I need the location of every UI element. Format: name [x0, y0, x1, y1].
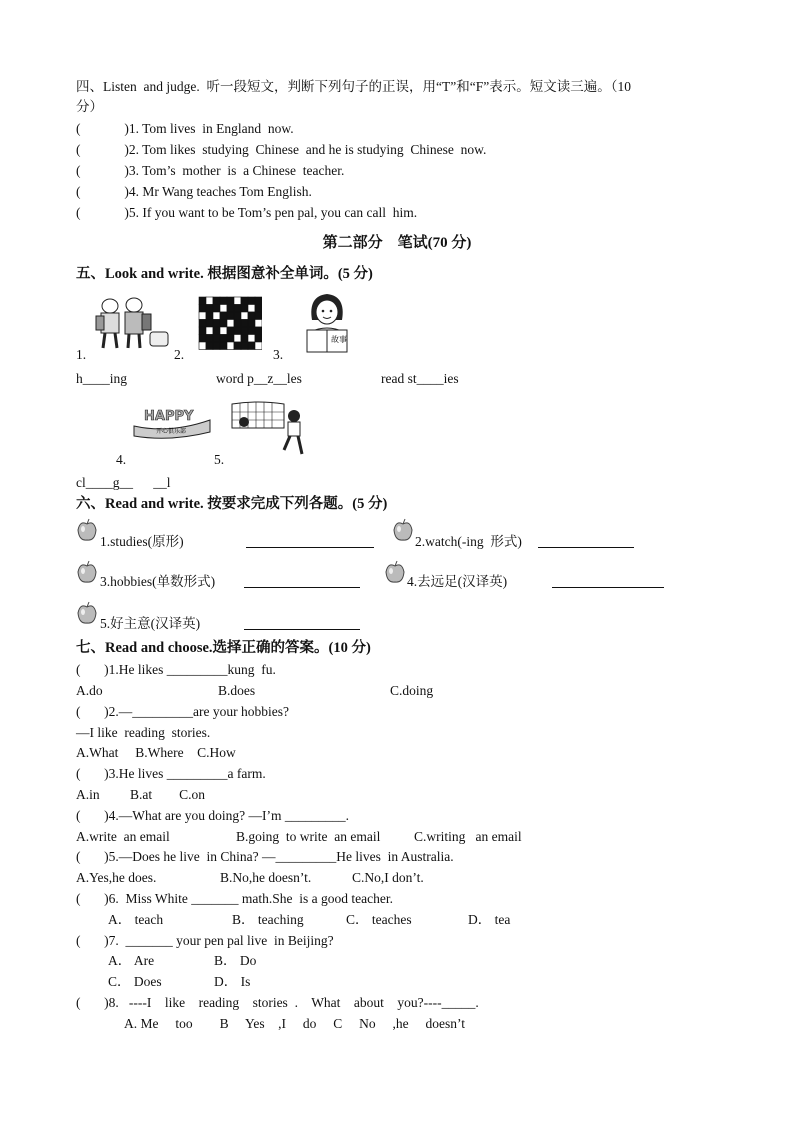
sec6-q5-blank[interactable] — [244, 615, 360, 630]
apple-icon — [384, 560, 406, 584]
sec7-q1-option-c: C.doing — [390, 683, 434, 698]
sec7-q1: ( )1.He likes _________kung fu. — [76, 662, 276, 677]
sec7-q4-option-a: A.write an email — [76, 829, 170, 844]
sec4-item-1: ( )1. Tom lives in England now. — [76, 121, 294, 136]
sec7-q5: ( )5.—Does he live in China? —_________He lives in Australia. — [76, 849, 454, 864]
book-label: 故事 — [331, 335, 347, 344]
sec6-q3-blank[interactable] — [244, 573, 360, 588]
sec7-q6-option-b: B． teaching — [232, 912, 304, 927]
sec6-q5: 5.好主意(汉译英) — [100, 616, 201, 631]
sec4-title-line2: 分） — [76, 99, 103, 114]
sec7-q2-reply: —I like reading stories. — [76, 725, 211, 740]
sec6-q2: 2.watch(-ing 形式) — [415, 534, 522, 549]
sec6-q4-blank[interactable] — [552, 573, 664, 588]
sec7-q6: ( )6. Miss White _______ math.She is a good teacher. — [76, 891, 393, 906]
sec4-item-3: ( )3. Tom’s mother is a Chinese teacher. — [76, 163, 345, 178]
sec7-q5-option-c: C.No,I don’t. — [352, 870, 424, 885]
sec4-title-line1: 四、Listen and judge. 听一段短文，判断下列句子的正误，用“T”和“F”表示。短文读三遍。（10 — [76, 79, 631, 94]
sec7-q7-option-c: C． Does — [108, 974, 162, 989]
sec7-title: 七、Read and choose.选择正确的答案。(10 分) — [76, 640, 371, 656]
girl-reading-picture — [302, 290, 352, 356]
sec7-q5-option-b: B.No,he doesn’t. — [220, 870, 312, 885]
sec7-q4-option-b: B.going to write an email — [236, 829, 381, 844]
apple-icon — [76, 518, 98, 542]
sec5-num-1: 1. — [76, 347, 87, 362]
sec5-num-4: 4. — [116, 452, 127, 467]
sec7-q7-option-d: D． Is — [214, 974, 251, 989]
sec7-q2: ( )2.—_________are your hobbies? — [76, 704, 289, 719]
sec7-q4: ( )4.—What are you doing? —I’m _________. — [76, 808, 349, 823]
sec5-word-2: word p__z__les — [216, 371, 302, 386]
sec5-num-3: 3. — [273, 347, 284, 362]
sec7-q5-option-a: A.Yes,he does. — [76, 870, 157, 885]
banner-subtitle: 开心俱乐部 — [156, 428, 187, 435]
sec6-q1-blank[interactable] — [246, 533, 374, 548]
sec7-q3-options: A.in B.at C.on — [76, 787, 206, 802]
sec7-q8: ( )8. ----I like reading stories . What about you?----_____. — [76, 995, 479, 1010]
sec5-title: 五、Look and write. 根据图意补全单词。(5 分) — [76, 266, 373, 282]
sec5-word-1: h____ing — [76, 371, 128, 386]
sec7-q2-options: A.What B.Where C.How — [76, 745, 236, 760]
football-goal-picture — [228, 398, 308, 458]
sec6-q1: 1.studies(原形) — [100, 534, 184, 549]
apple-icon — [76, 560, 98, 584]
sec5-num-2: 2. — [174, 347, 185, 362]
sec7-q4-option-c: C.writing an email — [414, 829, 522, 844]
sec5-word-3: read st____ies — [381, 371, 459, 386]
sec7-q6-option-a: A． teach — [108, 912, 164, 927]
sec6-q2-blank[interactable] — [538, 533, 634, 548]
sec7-q6-option-c: C． teaches — [346, 912, 412, 927]
hiking-picture — [92, 296, 172, 352]
sec4-item-4: ( )4. Mr Wang teaches Tom English. — [76, 184, 312, 199]
apple-icon — [392, 518, 414, 542]
sec6-title: 六、Read and write. 按要求完成下列各题。(5 分) — [76, 496, 388, 512]
sec6-q3: 3.hobbies(单数形式) — [100, 574, 216, 589]
apple-icon — [76, 601, 98, 625]
part2-title: 第二部分 笔试(70 分) — [322, 235, 472, 251]
sec7-q7: ( )7. _______ your pen pal live in Beijing? — [76, 933, 334, 948]
sec7-q1-option-a: A.do — [76, 683, 103, 698]
crossword-puzzle-picture — [198, 296, 262, 350]
sec7-q8-options: A. Me too B Yes ,I do C No ,he doesn’t — [124, 1016, 466, 1031]
sec7-q3: ( )3.He lives _________a farm. — [76, 766, 266, 781]
sec7-q7-option-b: B． Do — [214, 953, 257, 968]
sec5-num-5: 5. — [214, 452, 225, 467]
happy-club-banner-picture — [130, 400, 214, 440]
sec7-q6-option-d: D． tea — [468, 912, 511, 927]
sec4-item-5: ( )5. If you want to be Tom’s pen pal, you can call him. — [76, 205, 418, 220]
sec7-q7-option-a: A． Are — [108, 953, 155, 968]
sec5-word-4: cl____g__ __l — [76, 475, 171, 490]
sec4-item-2: ( )2. Tom likes studying Chinese and he is studying Chinese now. — [76, 142, 487, 157]
banner-title: HAPPY — [144, 409, 194, 424]
sec6-q4: 4.去远足(汉译英) — [407, 574, 508, 589]
sec7-q1-option-b: B.does — [218, 683, 256, 698]
